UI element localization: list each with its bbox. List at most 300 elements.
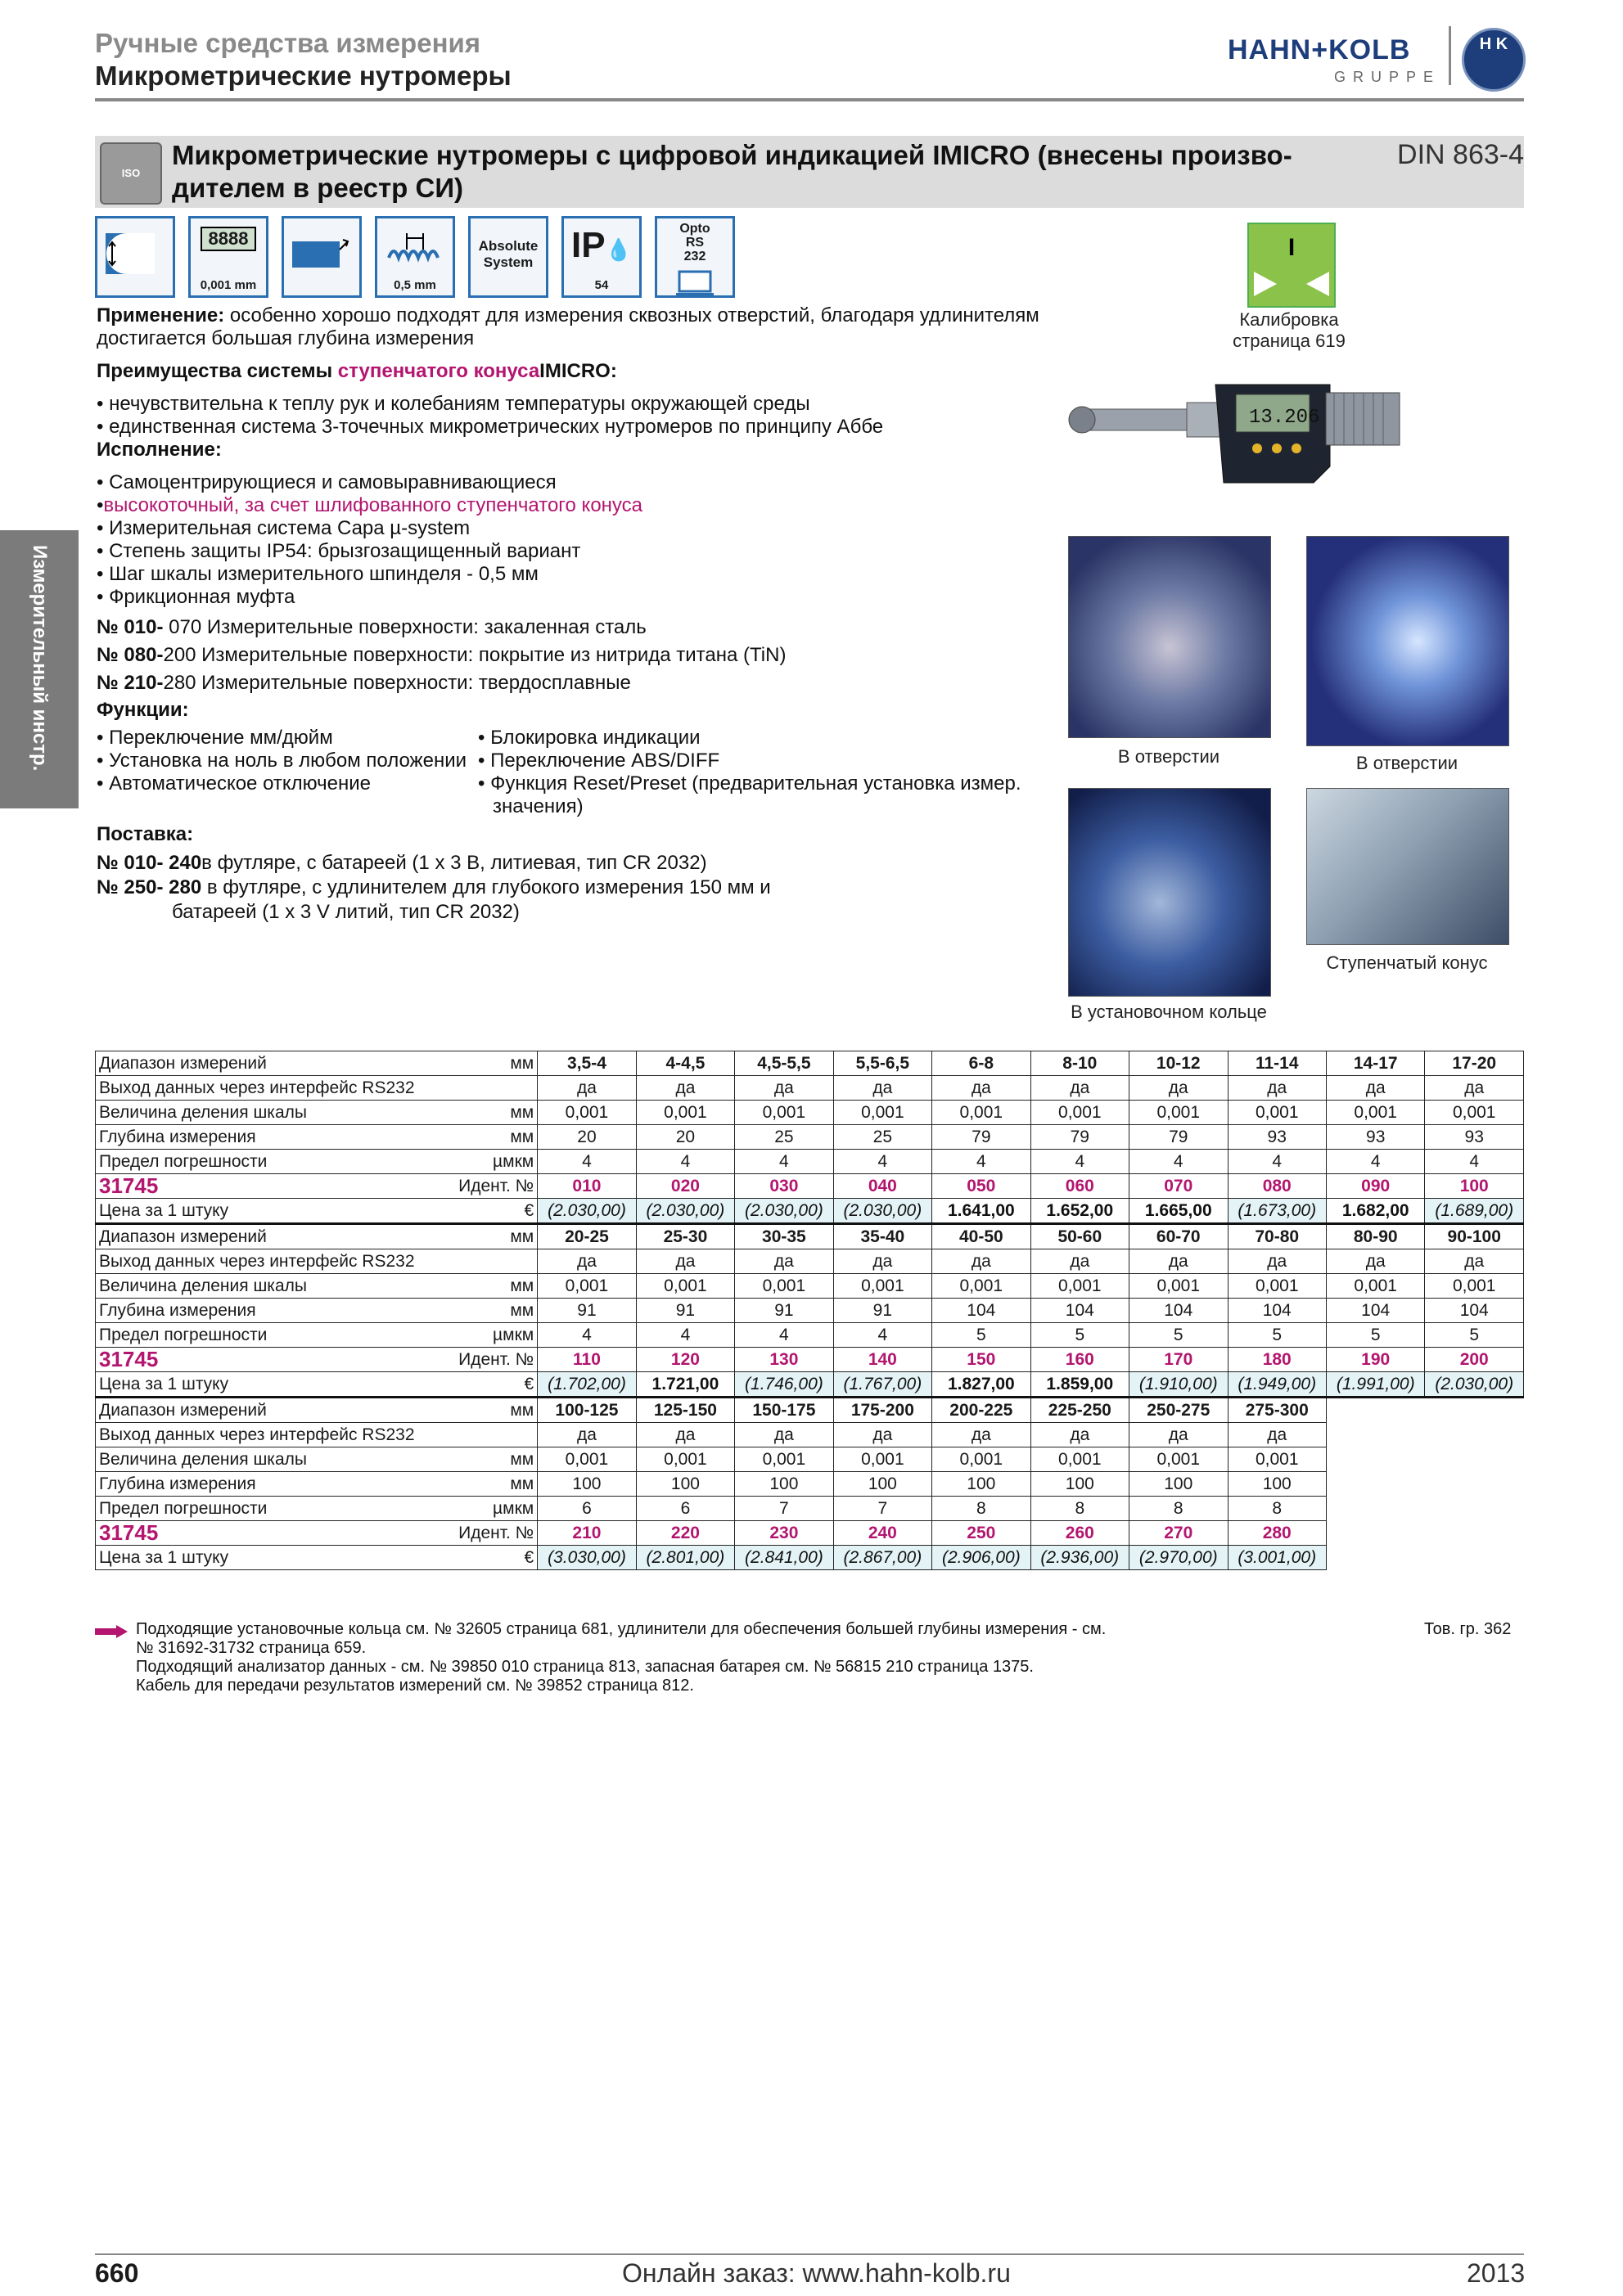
table-cell: 0,001 <box>833 1274 931 1299</box>
table-row <box>96 1497 1524 1521</box>
calibration-label: Калибровка страница 619 <box>1233 309 1346 351</box>
list-item: • единственная система 3-точечных микрометрических нутромеров по принципу Аббе <box>97 416 884 438</box>
table-cell: 0,001 <box>636 1274 734 1299</box>
table-cell: 0,001 <box>538 1101 636 1125</box>
table-cell: да <box>1228 1249 1326 1274</box>
table-cell: 125-150 <box>636 1398 734 1423</box>
micrometer-product-image <box>1064 370 1408 493</box>
row-label: Цена за 1 штуку <box>96 1546 456 1570</box>
table-cell: да <box>1030 1423 1129 1447</box>
execution-heading: Исполнение: <box>97 439 222 461</box>
list-item: • Самоцентрирующиеся и самовыравнивающиеся <box>97 471 557 493</box>
table-cell <box>1425 1398 1524 1423</box>
table-cell: 6 <box>636 1497 734 1521</box>
table-row <box>96 1274 1524 1299</box>
calibration-letter: I <box>1287 234 1296 261</box>
table-cell: 130 <box>735 1348 833 1372</box>
table-cell: да <box>1030 1076 1129 1101</box>
table-cell: 070 <box>1129 1174 1228 1199</box>
table-row <box>96 1249 1524 1274</box>
table-cell: (1.949,00) <box>1228 1372 1326 1398</box>
table-cell: (1.689,00) <box>1425 1199 1524 1224</box>
photo-caption: В установочном кольце <box>1071 1002 1267 1022</box>
table-row <box>96 1372 1524 1398</box>
table-row <box>96 1472 1524 1497</box>
functions-right <box>478 727 1021 818</box>
table-cell: 70-80 <box>1228 1224 1326 1249</box>
table-cell: 170 <box>1129 1348 1228 1372</box>
table-cell: 8 <box>1030 1497 1129 1521</box>
table-cell: 7 <box>833 1497 931 1521</box>
page-number: 660 <box>95 2258 139 2288</box>
table-cell: 4 <box>735 1323 833 1348</box>
table-cell: 4,5-5,5 <box>735 1051 833 1076</box>
order-link[interactable]: Онлайн заказ: www.hahn-kolb.ru <box>622 2258 1011 2288</box>
table-cell: (2.030,00) <box>1425 1372 1524 1398</box>
table-cell: 280 <box>1228 1521 1326 1546</box>
row-label: Диапазон измерений <box>96 1051 456 1076</box>
product-display-readout: 13.206 <box>1249 407 1320 429</box>
row-unit: мм <box>455 1299 538 1323</box>
table-cell: (3.030,00) <box>538 1546 636 1570</box>
table-row <box>96 1125 1524 1150</box>
table-cell: 25 <box>833 1125 931 1150</box>
display-digits: 8888 <box>201 227 256 251</box>
list-item: • Блокировка индикации <box>478 727 701 749</box>
bore-icon <box>95 216 175 298</box>
table-cell: 080 <box>1228 1174 1326 1199</box>
row-label: 31745 <box>96 1348 456 1372</box>
table-cell <box>1425 1447 1524 1472</box>
table-cell: да <box>833 1423 931 1447</box>
table-cell: 4 <box>636 1323 734 1348</box>
table-cell: да <box>932 1249 1030 1274</box>
table-cell: 79 <box>1030 1125 1129 1150</box>
table-cell: 110 <box>538 1348 636 1372</box>
row-label: 31745 <box>96 1521 456 1546</box>
table-cell: 25-30 <box>636 1224 734 1249</box>
table-cell: 6-8 <box>932 1051 1030 1076</box>
ip-rating: 54 <box>594 278 609 292</box>
row-label: Глубина измерения <box>96 1472 456 1497</box>
ip-label: IP💧 <box>571 225 632 265</box>
table-cell: 230 <box>735 1521 833 1546</box>
table-cell: 4 <box>1129 1150 1228 1174</box>
table-cell: 0,001 <box>1129 1447 1228 1472</box>
table-cell <box>1425 1472 1524 1497</box>
table-cell: (1.702,00) <box>538 1372 636 1398</box>
application-text: Применение: особенно хорошо подходят для измерения сквозных отверстий, благодаря удлинителям достигается большая глубина измерения <box>97 304 1039 349</box>
table-cell: да <box>1425 1076 1524 1101</box>
table-cell: да <box>1326 1076 1424 1101</box>
table-cell: 40-50 <box>932 1224 1030 1249</box>
row-label: 31745 <box>96 1174 456 1199</box>
table-cell: 8 <box>1228 1497 1326 1521</box>
table-cell: 104 <box>1129 1299 1228 1323</box>
table-cell: 1.721,00 <box>636 1372 734 1398</box>
table-cell: 4 <box>1228 1150 1326 1174</box>
table-cell: 0,001 <box>1326 1274 1424 1299</box>
table-cell: 14-17 <box>1326 1051 1424 1076</box>
row-unit: µмкм <box>455 1497 538 1521</box>
table-cell: да <box>735 1249 833 1274</box>
table-cell: 4-4,5 <box>636 1051 734 1076</box>
table-cell: 030 <box>735 1174 833 1199</box>
table-cell: (2.936,00) <box>1030 1546 1129 1570</box>
table-cell: 0,001 <box>636 1447 734 1472</box>
table-cell: 90-100 <box>1425 1224 1524 1249</box>
table-cell: 8-10 <box>1030 1051 1129 1076</box>
list-item: • Степень защиты IP54: брызгозащищенный вариант <box>97 540 581 562</box>
table-cell: 5,5-6,5 <box>833 1051 931 1076</box>
functions-heading: Функции: <box>97 699 189 721</box>
table-cell: да <box>1129 1076 1228 1101</box>
table-cell: да <box>636 1249 734 1274</box>
row-label: Величина деления шкалы <box>96 1274 456 1299</box>
row-label: Выход данных через интерфейс RS232 <box>96 1423 456 1447</box>
table-cell: 100 <box>1425 1174 1524 1199</box>
table-cell: 0,001 <box>1425 1274 1524 1299</box>
row-unit: мм <box>455 1398 538 1423</box>
surfaces-list <box>97 614 786 697</box>
photo-in-bore-2 <box>1306 536 1509 746</box>
photo-setting-ring <box>1068 788 1271 997</box>
row-unit: мм <box>455 1101 538 1125</box>
table-cell: 5 <box>932 1323 1030 1348</box>
functions-left <box>97 727 467 795</box>
table-cell: (2.867,00) <box>833 1546 931 1570</box>
table-cell: 0,001 <box>1129 1101 1228 1125</box>
table-cell: 250 <box>932 1521 1030 1546</box>
row-label: Величина деления шкалы <box>96 1101 456 1125</box>
table-cell: 5 <box>1326 1323 1424 1348</box>
spec-table <box>95 1051 1524 1570</box>
absolute-system-label: Absolute System <box>478 238 539 270</box>
row-unit: мм <box>455 1224 538 1249</box>
table-cell: 4 <box>833 1323 931 1348</box>
row-label: Выход данных через интерфейс RS232 <box>96 1076 456 1101</box>
table-cell: 1.641,00 <box>932 1199 1030 1224</box>
list-item: № 080-200 Измерительные поверхности: покрытие из нитрида титана (TiN) <box>97 644 787 666</box>
header-category: Ручные средства измерения <box>95 28 481 58</box>
extension-icon <box>282 216 362 298</box>
table-cell: 60-70 <box>1129 1224 1228 1249</box>
table-cell: (2.030,00) <box>735 1199 833 1224</box>
ip54-icon <box>561 216 642 298</box>
table-cell <box>1326 1472 1424 1497</box>
catalog-year: 2013 <box>1467 2258 1526 2288</box>
table-row <box>96 1299 1524 1323</box>
table-cell: 10-12 <box>1129 1051 1228 1076</box>
row-unit: Идент. № <box>455 1521 538 1546</box>
product-title <box>172 139 1318 205</box>
table-cell: 100 <box>636 1472 734 1497</box>
table-cell: 1.859,00 <box>1030 1372 1129 1398</box>
table-cell: 0,001 <box>538 1274 636 1299</box>
table-cell: 060 <box>1030 1174 1129 1199</box>
table-cell: 100 <box>1129 1472 1228 1497</box>
table-cell: 91 <box>833 1299 931 1323</box>
table-cell: 0,001 <box>1129 1274 1228 1299</box>
delivery-text: № 010- 240в футляре, с батареей (1 x 3 В, литиевая, тип CR 2032) № 250- 280 в футляре, с удлинителем для глубокого измерения 150 мм и батареей (1 x 3 V литий, тип CR 2032) <box>97 852 771 923</box>
table-row <box>96 1348 1524 1372</box>
table-cell: да <box>932 1423 1030 1447</box>
row-unit <box>455 1249 538 1274</box>
table-row <box>96 1199 1524 1224</box>
table-cell: 175-200 <box>833 1398 931 1423</box>
table-cell: 240 <box>833 1521 931 1546</box>
table-cell: 4 <box>538 1150 636 1174</box>
row-unit: мм <box>455 1274 538 1299</box>
table-cell: 104 <box>1228 1299 1326 1323</box>
table-cell: 0,001 <box>636 1101 734 1125</box>
table-cell: 0,001 <box>833 1101 931 1125</box>
row-unit: мм <box>455 1447 538 1472</box>
delivery-heading: Поставка: <box>97 823 194 845</box>
table-cell: 93 <box>1228 1125 1326 1150</box>
table-cell <box>1326 1521 1424 1546</box>
photo-step-cone <box>1306 788 1509 945</box>
row-unit: € <box>455 1199 538 1224</box>
footer-divider <box>95 2253 1524 2255</box>
table-cell: 180 <box>1228 1348 1326 1372</box>
table-cell: 0,001 <box>1228 1447 1326 1472</box>
table-cell: 104 <box>1030 1299 1129 1323</box>
photo-in-bore-1 <box>1068 536 1271 738</box>
table-cell: да <box>1129 1249 1228 1274</box>
table-cell: 4 <box>1326 1150 1424 1174</box>
row-unit: € <box>455 1546 538 1570</box>
table-cell: (1.746,00) <box>735 1372 833 1398</box>
table-cell: (3.001,00) <box>1228 1546 1326 1570</box>
table-cell: 5 <box>1030 1323 1129 1348</box>
table-cell: да <box>636 1423 734 1447</box>
table-cell <box>1326 1497 1424 1521</box>
calibration-badge-icon <box>1247 223 1336 308</box>
table-cell: 150-175 <box>735 1398 833 1423</box>
advantages-list <box>97 393 883 439</box>
row-label: Предел погрешности <box>96 1497 456 1521</box>
table-row <box>96 1224 1524 1249</box>
table-cell: да <box>538 1249 636 1274</box>
table-cell <box>1425 1521 1524 1546</box>
table-cell: 1.682,00 <box>1326 1199 1424 1224</box>
side-tab-label: Измерительный инстр. <box>29 545 51 772</box>
row-unit: µмкм <box>455 1323 538 1348</box>
table-cell: (1.991,00) <box>1326 1372 1424 1398</box>
table-cell: 79 <box>932 1125 1030 1150</box>
table-cell: (2.801,00) <box>636 1546 734 1570</box>
table-cell: да <box>538 1076 636 1101</box>
product-title-line1: Микрометрические нутромеры с цифровой индикацией IMICRO (внесены произво- <box>172 140 1292 170</box>
table-cell: 8 <box>1129 1497 1228 1521</box>
table-cell: 5 <box>1425 1323 1524 1348</box>
table-row <box>96 1546 1524 1570</box>
table-cell: да <box>833 1249 931 1274</box>
table-cell: 050 <box>932 1174 1030 1199</box>
table-cell: 0,001 <box>1030 1447 1129 1472</box>
brand-logo: HAHN+KOLB <box>1228 34 1411 65</box>
logo-mark-icon: H K <box>1462 28 1526 92</box>
table-cell: 200 <box>1425 1348 1524 1372</box>
table-row <box>96 1174 1524 1199</box>
table-cell: 1.827,00 <box>932 1372 1030 1398</box>
table-cell: (2.841,00) <box>735 1546 833 1570</box>
row-label: Цена за 1 штуку <box>96 1199 456 1224</box>
table-cell: 100 <box>538 1472 636 1497</box>
table-cell: 210 <box>538 1521 636 1546</box>
digital-display-icon <box>188 216 268 298</box>
table-cell: да <box>538 1423 636 1447</box>
photo-caption: В отверстии <box>1355 753 1458 773</box>
table-cell: 25 <box>735 1125 833 1150</box>
table-cell: 150 <box>932 1348 1030 1372</box>
absolute-system-icon <box>468 216 548 298</box>
table-cell: 91 <box>636 1299 734 1323</box>
row-unit <box>455 1076 538 1101</box>
table-cell <box>1425 1423 1524 1447</box>
table-cell: (2.970,00) <box>1129 1546 1228 1570</box>
row-label: Предел погрешности <box>96 1150 456 1174</box>
table-cell: 225-250 <box>1030 1398 1129 1423</box>
pitch-label: 0,5 mm <box>394 278 436 292</box>
table-cell <box>1326 1398 1424 1423</box>
arrow-right-icon <box>95 1625 128 1638</box>
table-cell: 7 <box>735 1497 833 1521</box>
table-cell: 250-275 <box>1129 1398 1228 1423</box>
table-cell: (2.030,00) <box>636 1199 734 1224</box>
row-unit <box>455 1423 538 1447</box>
table-cell: 91 <box>735 1299 833 1323</box>
table-cell: 4 <box>636 1150 734 1174</box>
table-cell: 0,001 <box>1228 1274 1326 1299</box>
list-item: • Функция Reset/Preset (предварительная установка измер. <box>478 772 1021 795</box>
table-cell: 93 <box>1425 1125 1524 1150</box>
table-cell: да <box>1326 1249 1424 1274</box>
table-cell: 0,001 <box>735 1274 833 1299</box>
table-row <box>96 1051 1524 1076</box>
table-cell: 100 <box>833 1472 931 1497</box>
table-cell: 1.652,00 <box>1030 1199 1129 1224</box>
table-row <box>96 1323 1524 1348</box>
table-cell: 0,001 <box>932 1101 1030 1125</box>
iso-tool-icon: ISO <box>100 142 162 205</box>
product-title-line2: дителем в реестр СИ) <box>172 173 464 203</box>
table-cell: 0,001 <box>1030 1274 1129 1299</box>
list-item: • Автоматическое отключение <box>97 772 371 795</box>
table-cell: 270 <box>1129 1521 1228 1546</box>
table-cell: 0,001 <box>1030 1101 1129 1125</box>
row-label: Величина деления шкалы <box>96 1447 456 1472</box>
table-cell: 20-25 <box>538 1224 636 1249</box>
table-cell: да <box>735 1423 833 1447</box>
table-row <box>96 1521 1524 1546</box>
row-unit: Идент. № <box>455 1348 538 1372</box>
table-cell: 104 <box>1326 1299 1424 1323</box>
table-row <box>96 1398 1524 1423</box>
product-group: Тов. гр. 362 <box>1424 1620 1512 1638</box>
table-cell: 3,5-4 <box>538 1051 636 1076</box>
table-cell: 100 <box>1228 1472 1326 1497</box>
table-cell: да <box>1030 1249 1129 1274</box>
table-cell: (2.030,00) <box>833 1199 931 1224</box>
execution-list <box>97 471 642 609</box>
table-cell: 20 <box>538 1125 636 1150</box>
row-unit: мм <box>455 1472 538 1497</box>
table-cell: 0,001 <box>833 1447 931 1472</box>
table-cell: да <box>833 1076 931 1101</box>
table-cell: да <box>932 1076 1030 1101</box>
list-item: • Установка на ноль в любом положении <box>97 750 467 772</box>
table-cell: 100 <box>932 1472 1030 1497</box>
table-cell: 5 <box>1129 1323 1228 1348</box>
table-cell <box>1326 1546 1424 1570</box>
table-row <box>96 1101 1524 1125</box>
list-item: • Переключение ABS/DIFF <box>478 750 720 772</box>
list-item: • Измерительная система Сара µ-system <box>97 517 471 539</box>
row-unit: Идент. № <box>455 1174 538 1199</box>
table-cell: 4 <box>932 1150 1030 1174</box>
table-cell <box>1326 1447 1424 1472</box>
table-cell: 020 <box>636 1174 734 1199</box>
header-subcategory: Микрометрические нутромеры <box>95 61 512 91</box>
table-cell: да <box>1129 1423 1228 1447</box>
table-cell: 275-300 <box>1228 1398 1326 1423</box>
row-label: Выход данных через интерфейс RS232 <box>96 1249 456 1274</box>
table-cell <box>1326 1423 1424 1447</box>
table-cell: 30-35 <box>735 1224 833 1249</box>
side-tab <box>0 530 79 808</box>
logo-divider <box>1449 26 1451 85</box>
table-row <box>96 1076 1524 1101</box>
table-cell: 040 <box>833 1174 931 1199</box>
table-cell: 100 <box>1030 1472 1129 1497</box>
table-cell: 104 <box>932 1299 1030 1323</box>
table-cell: 35-40 <box>833 1224 931 1249</box>
table-row <box>96 1423 1524 1447</box>
table-row <box>96 1447 1524 1472</box>
header-divider <box>95 98 1524 101</box>
row-label: Цена за 1 штуку <box>96 1372 456 1398</box>
table-cell: 4 <box>735 1150 833 1174</box>
table-cell: 0,001 <box>1326 1101 1424 1125</box>
row-label: Глубина измерения <box>96 1299 456 1323</box>
table-cell: 4 <box>538 1323 636 1348</box>
row-label: Глубина измерения <box>96 1125 456 1150</box>
table-cell: 80-90 <box>1326 1224 1424 1249</box>
table-cell: 0,001 <box>1425 1101 1524 1125</box>
table-cell: 120 <box>636 1348 734 1372</box>
table-cell: 1.665,00 <box>1129 1199 1228 1224</box>
table-cell: да <box>1228 1423 1326 1447</box>
footnotes: Подходящие установочные кольца см. № 32605 страница 681, удлинители для обеспечения большей глубины измерения - см. № 31692-31732 страница 659. Подходящий анализатор данных - см. № 39850 010 страница 813, запасная батарея см. № 56815 210 страница 1375. Кабель для передачи результатов измерений см. № 39852 страница 812. <box>136 1620 1107 1695</box>
table-cell: 0,001 <box>932 1447 1030 1472</box>
photo-caption: В отверстии <box>1117 746 1220 767</box>
advantages-heading: Преимущества системы ступенчатого конусаIMICRO: <box>97 360 617 382</box>
table-cell: 11-14 <box>1228 1051 1326 1076</box>
table-cell: 20 <box>636 1125 734 1150</box>
standard-label: DIN 863-4 <box>1397 139 1524 170</box>
table-cell: да <box>735 1076 833 1101</box>
table-cell: 0,001 <box>735 1447 833 1472</box>
table-cell: 4 <box>1030 1150 1129 1174</box>
table-cell: 50-60 <box>1030 1224 1129 1249</box>
table-cell: 260 <box>1030 1521 1129 1546</box>
list-item: значения) <box>493 795 584 817</box>
table-cell: 090 <box>1326 1174 1424 1199</box>
list-item: • Переключение мм/дюйм <box>97 727 333 749</box>
table-cell: 140 <box>833 1348 931 1372</box>
